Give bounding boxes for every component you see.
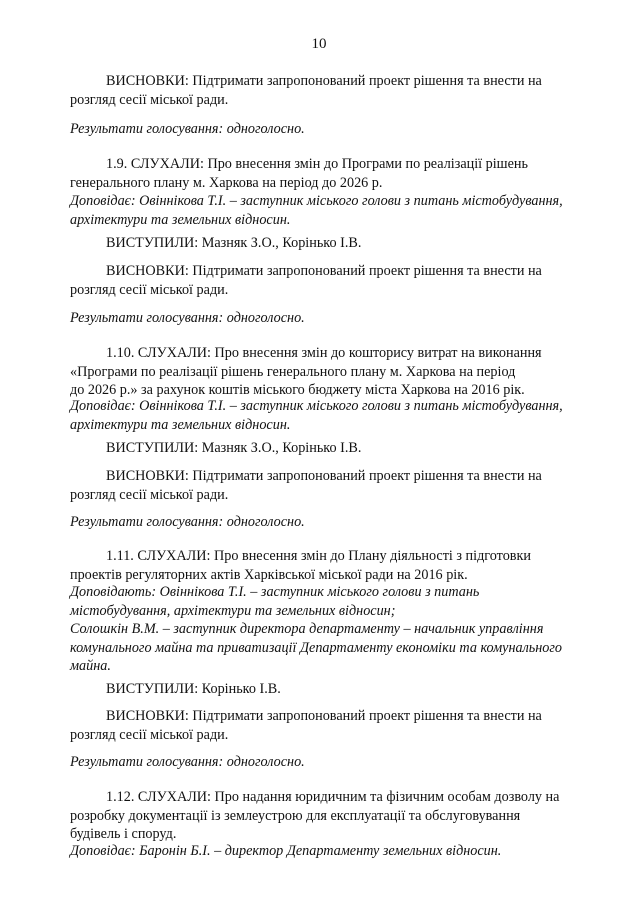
item-1-9-vote: Результати голосування: одноголосно. xyxy=(70,310,305,326)
item-1-11-spoke: ВИСТУПИЛИ: Корінько І.В. xyxy=(106,681,281,697)
conclusions-text: Підтримати запропонований проект рішення та внести на xyxy=(192,73,542,89)
item-1-11-heard: 1.11. СЛУХАЛИ: Про внесення змін до Плану діяльності з підготовки проектів регуляторних актів Харківської міської ради на 2016 рік. xyxy=(70,548,531,583)
item-1-10-vote: Результати голосування: одноголосно. xyxy=(70,514,305,530)
item-1-10-conclusions: ВИСНОВКИ: Підтримати запропонований проект рішення та внести на розгляд сесії міської ради. xyxy=(70,468,542,503)
item-1-10-heard: 1.10. СЛУХАЛИ: Про внесення змін до кошторису витрат на виконання «Програми по реалізації рішень генерального плану м. Харкова на період до 2026 р.» за рахунок коштів міського бюджету міста Харкова на 2016 рік. xyxy=(70,345,542,398)
item-1-10-spoke: ВИСТУПИЛИ: Мазняк З.О., Корінько І.В. xyxy=(106,440,362,456)
item-1-12-reporter: Доповідає: Баронін Б.І. – директор Департаменту земельних відносин. xyxy=(70,843,502,859)
item-1-9-conclusions: ВИСНОВКИ: Підтримати запропонований проект рішення та внести на розгляд сесії міської ради. xyxy=(70,263,542,298)
item-1-9-spoke: ВИСТУПИЛИ: Мазняк З.О., Корінько І.В. xyxy=(106,235,362,251)
item-1-11-reporter: Доповідають: Овіннікова Т.І. – заступник міського голови з питань містобудування, архітектури та земельних відносин; Солошкін В.М. – заступник директора департаменту – начальник управління комунального майна та приватизації Департаменту економіки та комунального майна. xyxy=(70,584,562,674)
item-1-10-reporter: Доповідає: Овіннікова Т.І. – заступник міського голови з питань містобудування, архітектури та земельних відносин. xyxy=(70,398,563,433)
item-1-11-vote: Результати голосування: одноголосно. xyxy=(70,754,305,770)
item-1-9-heard: 1.9. СЛУХАЛИ: Про внесення змін до Програми по реалізації рішень генерального плану м. Харкова на період до 2026 р. xyxy=(70,156,528,191)
page-number: 10 xyxy=(311,36,327,52)
item-1-11-conclusions: ВИСНОВКИ: Підтримати запропонований проект рішення та внести на розгляд сесії міської ради. xyxy=(70,708,542,743)
conclusions-text-cont: розгляд сесії міської ради. xyxy=(70,91,229,108)
item-1-12-heard: 1.12. СЛУХАЛИ: Про надання юридичним та фізичним особам дозволу на розробку документації із землеустрою для експлуатації та обслуговування будівель і споруд. xyxy=(70,789,560,842)
conclusions-label: ВИСНОВКИ: xyxy=(106,73,189,89)
item-1-9-reporter: Доповідає: Овіннікова Т.І. – заступник міського голови з питань містобудування, архітектури та земельних відносин. xyxy=(70,193,563,228)
intro-conclusions xyxy=(70,72,600,109)
intro-vote: Результати голосування: одноголосно. xyxy=(70,121,305,137)
